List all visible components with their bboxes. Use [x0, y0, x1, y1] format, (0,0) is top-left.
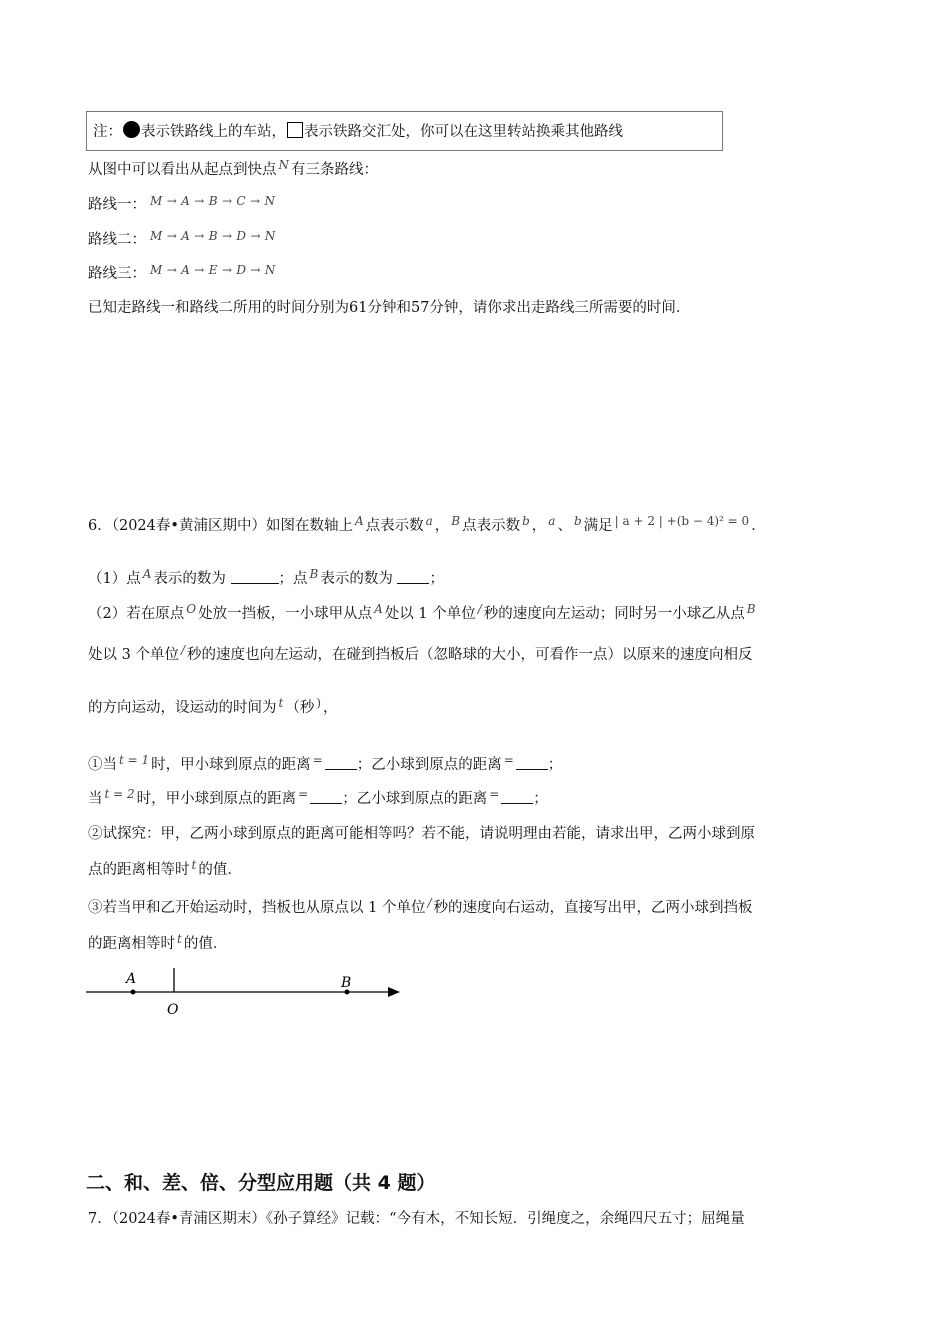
junction-square-icon [287, 122, 303, 138]
answer-blank[interactable] [501, 789, 533, 804]
q6-part2-line3: 的方向运动，设运动的时间为 $^t$ （秒 ) ， [88, 696, 338, 716]
q6-moving-board-line2: 的距离相等时 $^t$ 的值． [88, 932, 228, 952]
answer-blank[interactable] [310, 789, 342, 804]
q6-formula: | a + 2 | +(b − 4)² = 0 [614, 514, 750, 528]
answer-blank[interactable] [516, 755, 548, 770]
q6-part2-line1: （2）若在原点 $^O$ 处放一挡板，一小球甲从点 $^A$ 处以 1 个单位 / 秒的速度向左运动；同时另一小球乙从点 $^B$ [88, 602, 756, 622]
q6-explore-line1: ②试探究：甲，乙两小球到原点的距离可能相等吗？若不能，请说明理由若能，请求出甲，乙两小球到原 [88, 826, 755, 842]
known-times-text: 已知走路线一和路线二所用的时间分别为61分钟和57分钟，请你求出走路线三所需要的时间． [88, 300, 691, 316]
q6-case-t2: 当 $^{t = 2}$ 时，甲小球到原点的距离 = ；乙小球到原点的距离 = ； [88, 787, 548, 807]
station-dot-icon [123, 121, 140, 138]
label-b: B [341, 975, 352, 991]
q6-part2-line2: 处以 3 个单位 / 秒的速度也向左运动，在碰到挡板后（忽略球的大小，可看作一点）以原来的速度向相反 [88, 643, 753, 663]
label-o: O [167, 1002, 179, 1018]
point-a-dot [131, 990, 136, 995]
note-prefix: 注： [93, 124, 122, 140]
q6-stem: 6．（2024春•黄浦区期中）如图在数轴上 $^A$ 点表示数 $^a$ ， $^B$ 点表示数 $^b$ ， $^a$ 、 $^b$ 满足 $^{| a + 2 | +(b - 4)^2 = 0}$ ． [88, 514, 766, 534]
q7-stem: 7．（2024春•青浦区期末）《孙子算经》记载：“今有木，不知长短．引绳度之，余绳四尺五寸；屈绳量 [88, 1211, 745, 1227]
q6-explore-line2: 点的距离相等时 $^t$ 的值． [88, 858, 242, 878]
note-square-text: 表示铁路交汇处，你可以在这里转站换乘其他路线 [304, 124, 623, 140]
q6-moving-board-line1: ③若当甲和乙开始运动时，挡板也从原点以 1 个单位 / 秒的速度向右运动，直接写出甲，乙两小球到挡板 [88, 896, 753, 916]
route-1: 路线一： $^{M \to A \to B \to C \to N}$ [88, 194, 276, 213]
number-line-figure [86, 962, 406, 1022]
route-2: 路线二： $^{M \to A \to B \to D \to N}$ [88, 229, 276, 248]
answer-blank[interactable] [397, 569, 429, 584]
legend-note-box [86, 111, 723, 151]
intro-line: 从图中可以看出从起点到快点 $^N$ 有三条路线： [88, 158, 378, 178]
arrow-right-icon [388, 987, 400, 997]
note-dot-text: 表示铁路线上的车站， [141, 124, 286, 140]
answer-blank[interactable] [325, 755, 357, 770]
q6-part1: （1）点 $^A$ 表示的数为 ；点 $^B$ 表示的数为 ； [88, 567, 444, 587]
route-3: 路线三： $^{M \to A \to E \to D \to N}$ [88, 263, 276, 282]
label-a: A [126, 971, 137, 987]
answer-blank[interactable] [231, 569, 279, 584]
q6-case-t1: ①当 $^{t = 1}$ 时，甲小球到原点的距离 = ；乙小球到原点的距离 = ； [88, 753, 563, 773]
legend-note [93, 120, 623, 141]
section-heading: 二、和、差、倍、分型应用题（共 4 题） [86, 1172, 436, 1194]
